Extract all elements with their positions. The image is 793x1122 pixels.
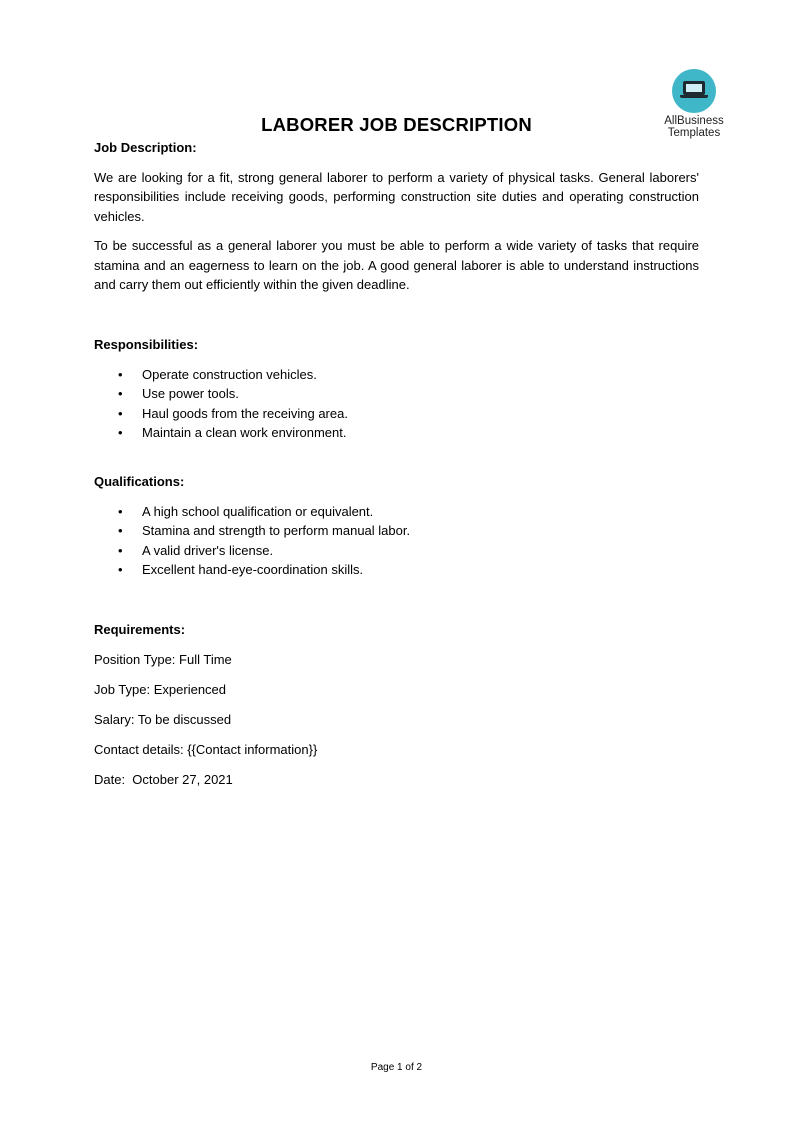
laptop-icon bbox=[672, 69, 716, 113]
responsibilities-list bbox=[94, 365, 699, 443]
list-item: • Operate construction vehicles. bbox=[94, 365, 699, 385]
requirements-section bbox=[94, 620, 699, 789]
job-description-section bbox=[94, 138, 699, 295]
job-type-line: Job Type: Experienced bbox=[94, 681, 227, 697]
responsibilities-section bbox=[94, 335, 699, 443]
list-item: • A high school qualification or equivalent. bbox=[94, 502, 699, 522]
qualifications-section bbox=[94, 472, 699, 580]
logo-line-1: AllBusiness bbox=[664, 115, 724, 127]
date-line: Date: October 27, 2021 bbox=[94, 771, 233, 787]
salary-line: Salary: To be discussed bbox=[94, 711, 232, 727]
qualifications-list bbox=[94, 502, 699, 580]
list-item: • Maintain a clean work environment. bbox=[94, 423, 699, 443]
list-item: • Excellent hand-eye-coordination skills. bbox=[94, 560, 699, 580]
list-item: • A valid driver's license. bbox=[94, 541, 699, 561]
position-type-line: Position Type: Full Time bbox=[94, 651, 232, 667]
logo-line-2: Templates bbox=[667, 127, 721, 139]
responsibilities-heading: Responsibilities: bbox=[94, 337, 199, 352]
job-description-paragraph-1: We are looking for a fit, strong general laborer to perform a variety of physical tasks. General laborers' responsibilities include receiving goods, performing construction site duties and operating construction vehicles. bbox=[94, 169, 699, 224]
list-item: • Haul goods from the receiving area. bbox=[94, 404, 699, 424]
job-description-paragraph-2: To be successful as a general laborer you must be able to perform a wide variety of tasks that require stamina and an eagerness to learn on the job. A good general laborer is able to understand instructions and carry them out efficiently within the given deadline. bbox=[94, 238, 699, 292]
requirements-heading: Requirements: bbox=[94, 622, 186, 637]
list-item: • Stamina and strength to perform manual labor. bbox=[94, 521, 699, 541]
document-title: LABORER JOB DESCRIPTION bbox=[261, 114, 532, 135]
list-item: • Use power tools. bbox=[94, 384, 699, 404]
contact-details-line: Contact details: {{Contact information}} bbox=[94, 741, 318, 757]
job-description-heading: Job Description: bbox=[94, 140, 197, 155]
page-number: Page 1 of 2 bbox=[370, 1062, 423, 1073]
qualifications-heading: Qualifications: bbox=[94, 474, 185, 489]
